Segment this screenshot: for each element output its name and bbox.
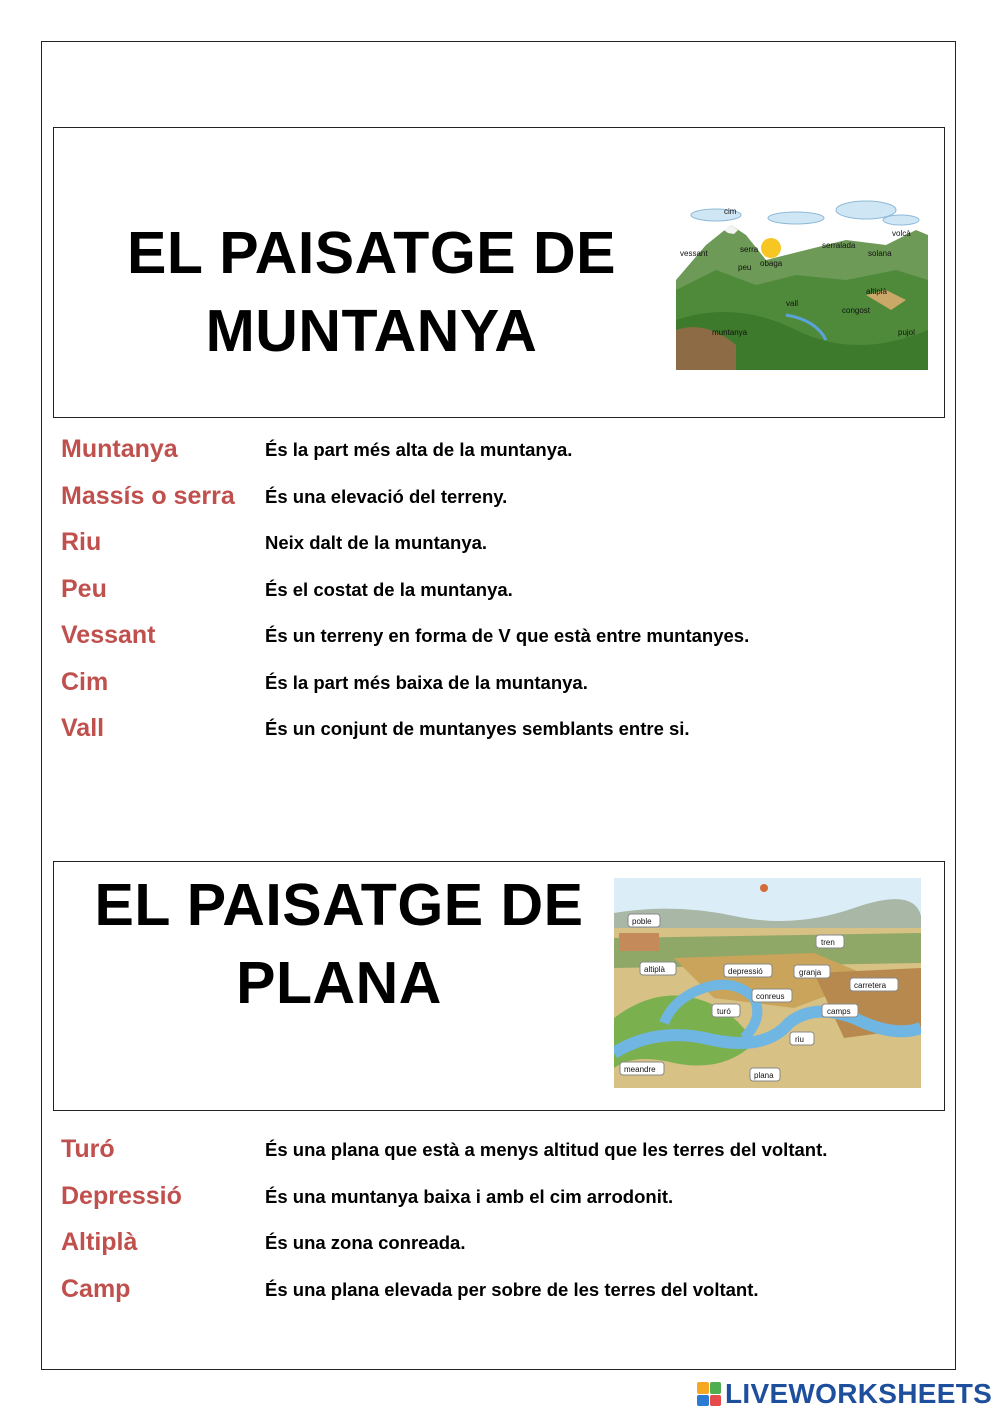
- label-altipla: altiplà: [644, 965, 665, 974]
- label-pujol: pujol: [898, 328, 915, 337]
- plain-title: [74, 866, 604, 1022]
- liveworksheets-logo[interactable]: [697, 1378, 992, 1410]
- vocab-definition: És una zona conreada.: [265, 1232, 466, 1253]
- liveworksheets-brand: LIVEWORKSHEETS: [725, 1378, 993, 1409]
- label-congost: congost: [842, 306, 871, 315]
- vocab-definition: És la part més alta de la muntanya.: [265, 439, 573, 460]
- vocab-term: Vall: [61, 714, 105, 742]
- vocab-definition: És un conjunt de muntanyes semblants entre si.: [265, 718, 690, 739]
- vocab-row: [61, 1275, 941, 1322]
- vocab-term: Turó: [61, 1135, 115, 1163]
- label-solana: solana: [868, 249, 892, 258]
- liveworksheets-logo-icon: [697, 1382, 721, 1406]
- mountain-title-line-1: EL PAISATGE DE: [127, 220, 616, 286]
- label-cim: cim: [724, 207, 737, 216]
- vocab-definition: És una plana elevada per sobre de les terres del voltant.: [265, 1278, 759, 1300]
- label-volca: volcà: [892, 229, 911, 238]
- vocab-row: [61, 714, 941, 761]
- label-poble: poble: [632, 917, 652, 926]
- label-peu: peu: [738, 263, 752, 272]
- vocab-row: [61, 1228, 941, 1275]
- vocab-row: [61, 621, 941, 668]
- label-meandre: meandre: [624, 1065, 656, 1074]
- label-altipla: altiplà: [866, 287, 887, 296]
- vocab-definition: És una muntanya baixa i amb el cim arrodonit.: [265, 1185, 674, 1207]
- vocab-term: Massís o serra: [61, 481, 235, 510]
- vocab-term: Camp: [61, 1274, 131, 1303]
- vocab-row: [61, 528, 941, 575]
- label-obaga: obaga: [760, 259, 783, 268]
- label-conreus: conreus: [756, 992, 785, 1001]
- label-vall: vall: [786, 299, 799, 308]
- vocab-term: Cim: [61, 667, 109, 696]
- label-camps: camps: [827, 1007, 851, 1016]
- vocab-term: Peu: [61, 574, 107, 603]
- label-serra: serra: [740, 245, 759, 254]
- balloon-icon: [760, 884, 768, 892]
- plain-vocabulary-list: [61, 1135, 941, 1321]
- vocab-row: [61, 435, 941, 482]
- label-granja: granja: [799, 968, 822, 977]
- label-plana: plana: [754, 1071, 774, 1080]
- vocab-row: [61, 1182, 941, 1229]
- vocab-term: Muntanya: [61, 435, 178, 463]
- vocab-term: Vessant: [61, 621, 156, 649]
- vocab-term: Altiplà: [61, 1228, 138, 1256]
- label-tren: tren: [821, 938, 835, 947]
- plain-title-line-2: PLANA: [236, 950, 442, 1016]
- vocab-row: [61, 575, 941, 622]
- plain-title-line-1: EL PAISATGE DE: [94, 872, 584, 938]
- label-carretera: carretera: [854, 981, 887, 990]
- mountain-title-box: [53, 127, 945, 418]
- mountain-title-line-2: MUNTANYA: [205, 298, 538, 364]
- vocab-definition: És la part més baixa de la muntanya.: [265, 671, 588, 693]
- mountain-landscape-illustration: [676, 200, 928, 370]
- label-muntanya: muntanya: [712, 328, 748, 337]
- vocab-row: [61, 1135, 941, 1182]
- vocab-term: Depressió: [61, 1181, 182, 1210]
- vocab-definition: És un terreny en forma de V que està entre muntanyes.: [265, 625, 750, 646]
- mountain-title: [104, 214, 639, 370]
- vocab-definition: És el costat de la muntanya.: [265, 578, 513, 600]
- vocab-definition: Neix dalt de la muntanya.: [265, 532, 488, 553]
- vocab-definition: És una elevació del terreny.: [265, 485, 508, 507]
- label-turo: turó: [717, 1007, 731, 1016]
- label-riu: riu: [795, 1035, 804, 1044]
- plain-title-box: [53, 861, 945, 1111]
- label-depressio: depressió: [728, 967, 763, 976]
- village-shape: [619, 933, 659, 951]
- label-serralada: serralada: [822, 241, 856, 250]
- label-vessant: vessant: [680, 249, 708, 258]
- vocab-row: [61, 668, 941, 715]
- vocab-term: Riu: [61, 528, 102, 556]
- sun-icon: [761, 238, 781, 258]
- mountain-vocabulary-list: [61, 435, 941, 761]
- vocab-definition: És una plana que està a menys altitud que les terres del voltant.: [265, 1139, 828, 1160]
- plain-landscape-illustration: [614, 878, 921, 1088]
- vocab-row: [61, 482, 941, 529]
